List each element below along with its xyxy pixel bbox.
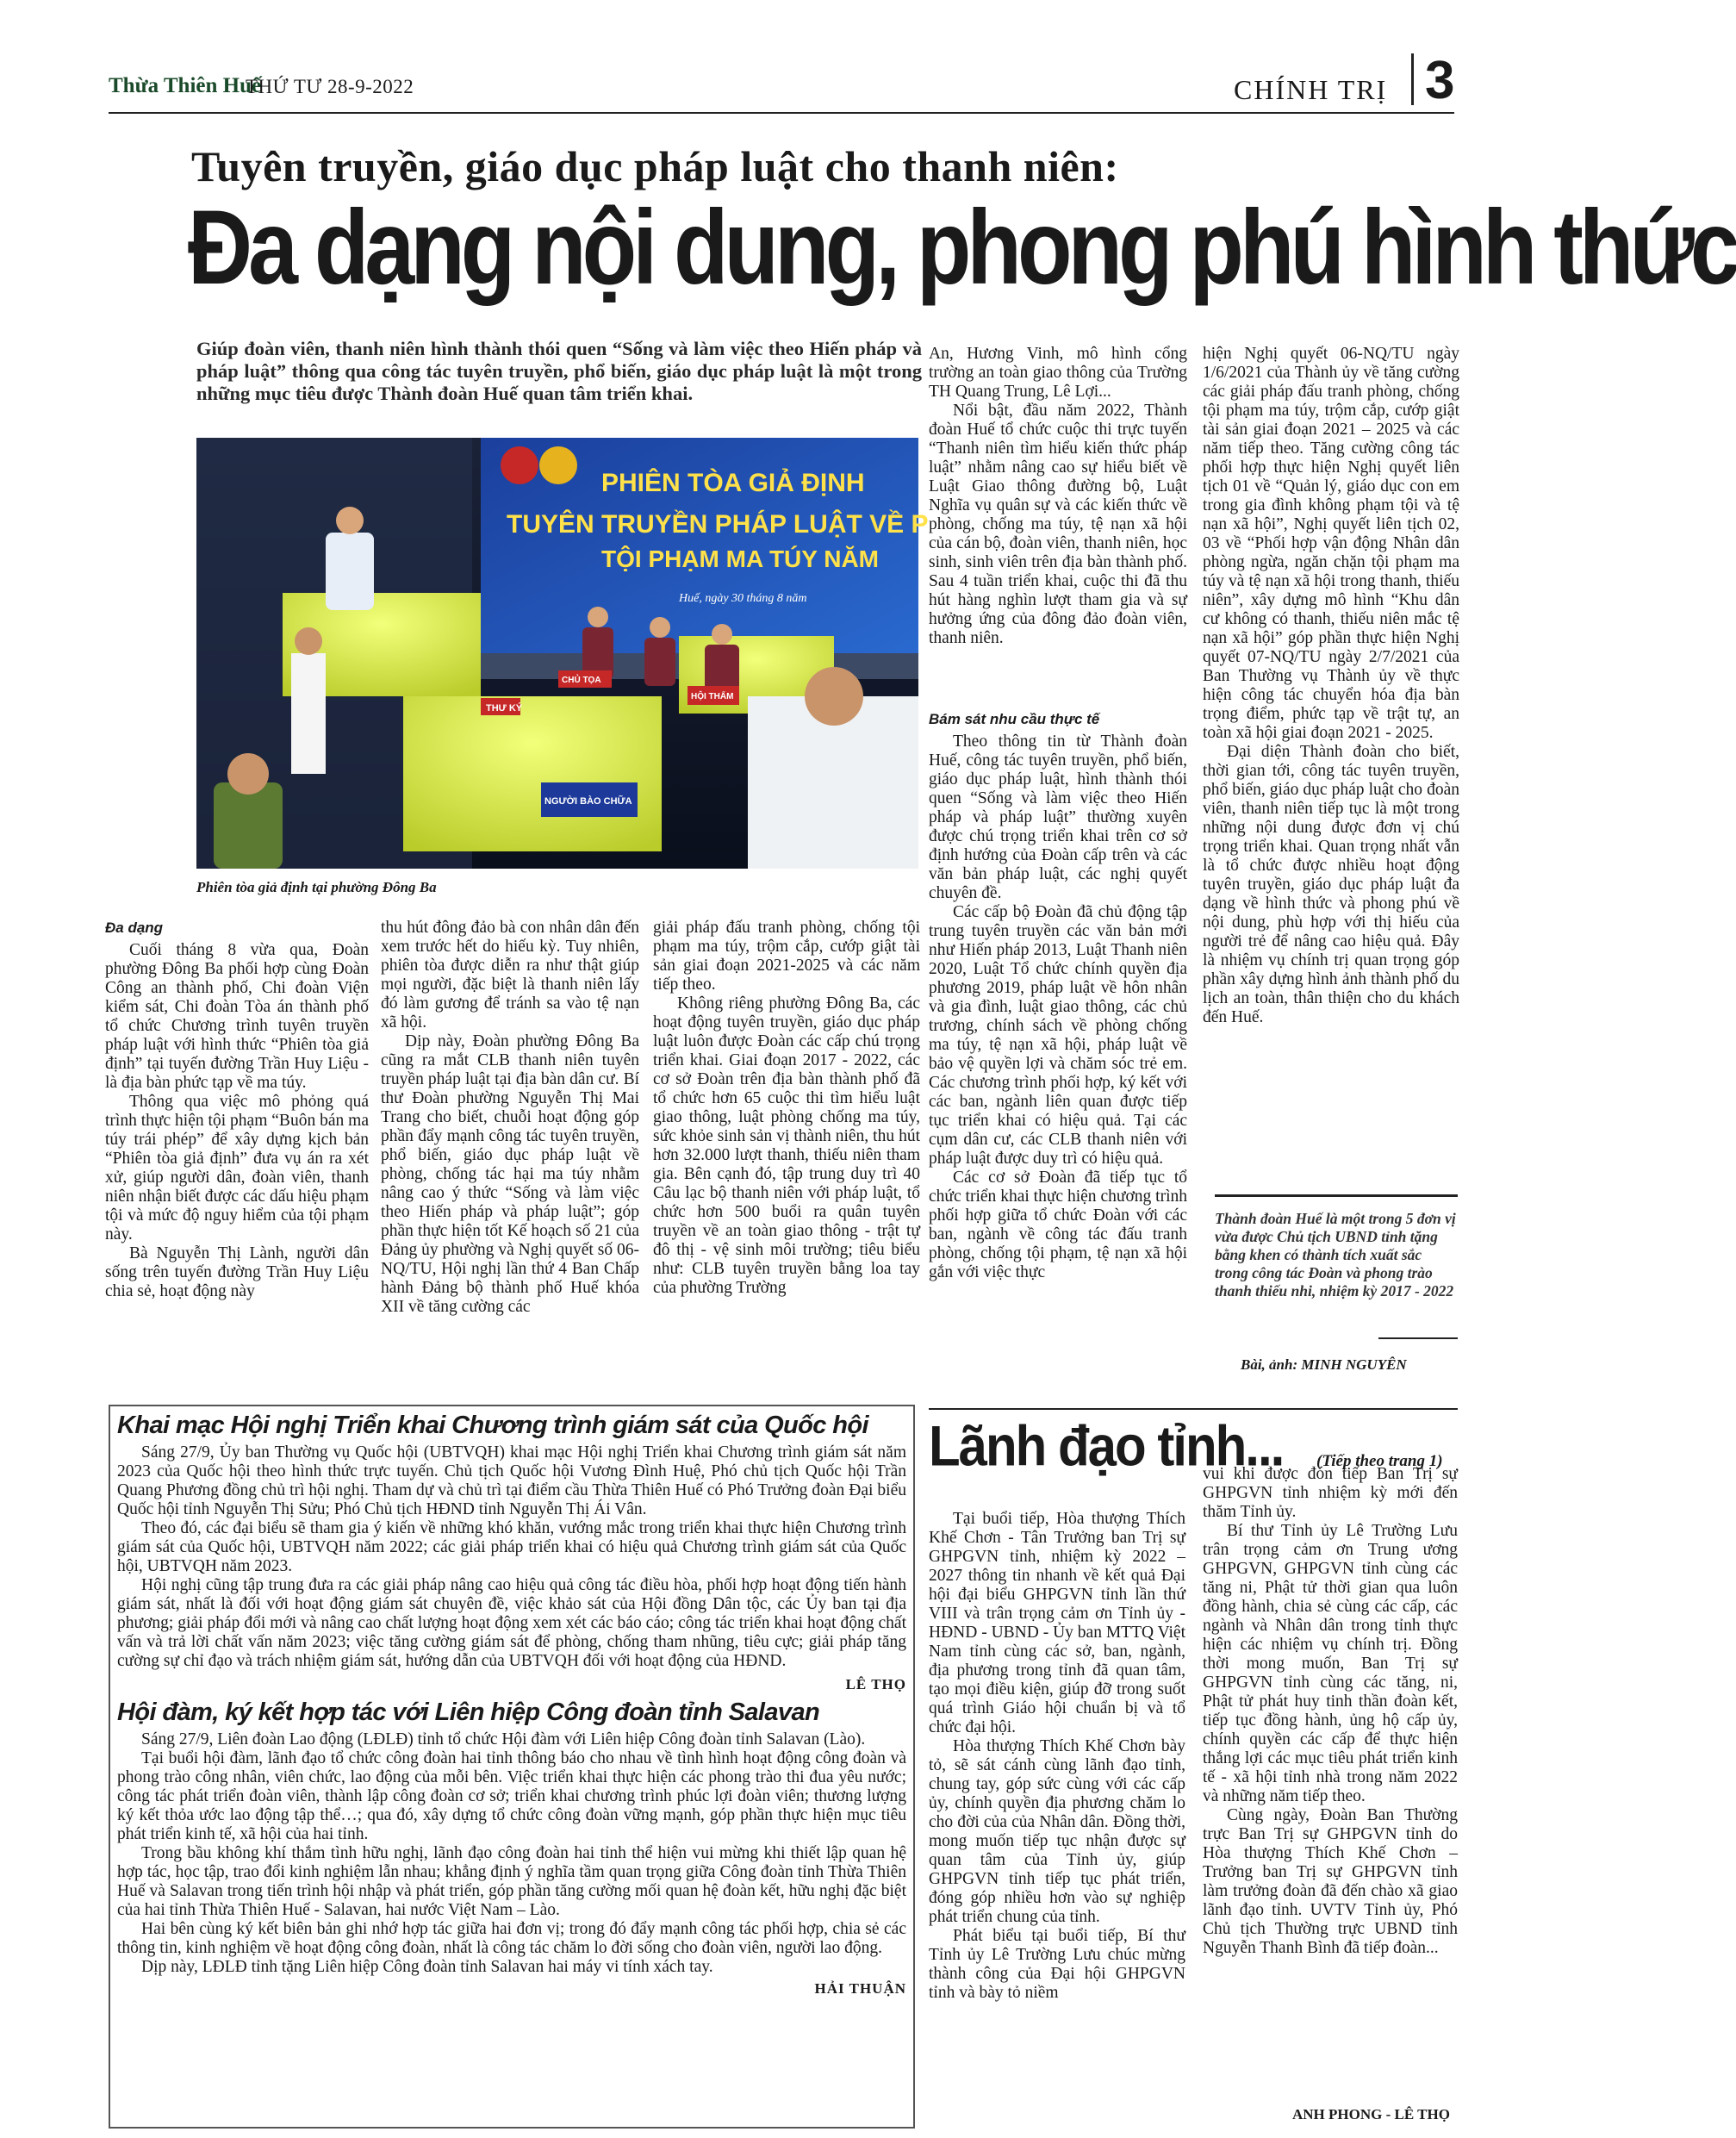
paragraph: Không riêng phường Đông Ba, các hoạt động tuyên truyền, giáo dục pháp luật luôn được Đoàn các cấp chú trọng triển khai. Giai đoạn 2017 - 2022, các cơ sở Đoàn trên địa bàn thành phố đã tổ chức hơn 65 cuộc thi tìm hiểu luật giao thông, luật phòng chống ma túy, sức khỏe sinh sản vị thành niên, thu hút hơn 32.000 lượt thanh, thiếu niên tham gia. Bên cạnh đó, tập trung duy trì 40 Câu lạc bộ thanh niên với pháp luật, tổ chức hơn 500 buổi ra quân tuyên truyền về an toàn giao thông - trật tự đô thị - vệ sinh môi trường; tiêu biểu như: CLB tuyên truyền bằng loa tay của phường Trường — [653, 994, 920, 1297]
paragraph: Các cơ sở Đoàn đã tiếp tục tổ chức triển khai thực hiện chương trình phối hợp giữa tổ chức Đoàn với các ban, ngành về công tác đấu tranh phòng, chống tội phạm, tệ nạn xã hội gắn với việc thực — [929, 1169, 1187, 1281]
paragraph: Bà Nguyễn Thị Lành, người dân sống trên tuyến đường Trần Huy Liệu chia sẻ, hoạt động này — [105, 1244, 369, 1300]
paragraph: thu hút đông đảo bà con nhân dân đến xem trước hết do hiếu kỳ. Tuy nhiên, phiên tòa được diễn ra như thật giúp mọi người, đặc biệt là thanh niên lấy đó làm gương để tránh sa vào tệ nạn xã hội. — [381, 919, 639, 1032]
article-column-3 — [653, 919, 920, 1298]
continued-note: (Tiếp theo trang 1) — [1316, 1452, 1443, 1470]
paragraph: Tại buổi hội đàm, lãnh đạo tổ chức công đoàn hai tỉnh thông báo cho nhau về tình hình hoạt động công đoàn và phong trào công nhân, viên chức, lao động của mỗi bên. Việc triển khai thực hiện các phong trào thi đua yêu nước; công tác phát triển đoàn viên, thành lập công đoàn cơ sở; triển khai chương trình phúc lợi đoàn viên; thương lượng ký kết thỏa ước lao động tập thể…; qua đó, xây dựng tổ chức công đoàn vững mạnh, góp phần thực hiện mục tiêu phát triển kinh tế, xã hội của hai tỉnh. — [117, 1749, 906, 1843]
paragraph: Thông qua việc mô phỏng quá trình thực hiện tội phạm “Buôn bán ma túy trái phép” để xây dựng kịch bản “Phiên tòa giả định” đưa vụ án ra xét xử, giúp người dân, đoàn viên, thanh niên nhận biết được các dấu hiệu phạm tội và mức độ nguy hiểm của tội phạm này. — [105, 1093, 369, 1244]
paragraph: Cùng ngày, Đoàn Ban Thường trực Ban Trị sự GHPGVN tỉnh do Hòa thượng Thích Khế Chơn – Trưởng ban Trị sự GHPGVN tỉnh làm trưởng đoàn đã đến chào xã giao lãnh đạo tỉnh. UVTV Tỉnh ủy, Phó Chủ tịch Thường trực UBND tỉnh Nguyễn Thanh Bình đã tiếp đoàn... — [1203, 1806, 1458, 1957]
tag-secretary: THƯ KÝ — [486, 703, 523, 714]
news-body-2 — [117, 1730, 906, 1977]
banner-line-3: TỘI PHẠM MA TÚY NĂM — [601, 545, 879, 572]
news-signature-2: HẢI THUẬN — [814, 1980, 906, 1997]
tag-defender: NGƯỜI BÀO CHỮA — [544, 796, 632, 807]
paragraph: Theo thông tin từ Thành đoàn Huế, công tác tuyên truyền, phổ biến, giáo dục pháp luật, hình thành thói quen “Sống và làm việc theo Hiến pháp và pháp luật” thường xuyên được chú trọng triển khai trên cơ sở định hướng của Đoàn cấp trên và các văn bản pháp luật, các nghị quyết chuyên đề. — [929, 732, 1187, 902]
section-label: CHÍNH TRỊ — [1234, 74, 1388, 105]
leaders-rule — [929, 1408, 1458, 1410]
leaders-column-2 — [1203, 1465, 1458, 1958]
article-column-4-lower — [929, 710, 1187, 1282]
paragraph: Trong bầu không khí thắm tình hữu nghị, lãnh đạo công đoàn hai tỉnh thể hiện vui mừng khi thiết lập quan hệ hợp tác, học tập, trao đổi kinh nghiệm lẫn nhau; khẳng định ý nghĩa tầm quan trọng giữa Công đoàn tỉnh Thừa Thiên Huế và Salavan trong tiến trình hội nhập và phát triển, góp phần tăng cường mối quan hệ đoàn kết, hữu nghị đặc biệt của hai tỉnh Thừa Thiên Huế - Salavan, hai nước Việt Nam – Lào. — [117, 1844, 906, 1919]
photo-caption: Phiên tòa giả định tại phường Đông Ba — [196, 879, 437, 895]
paragraph: vui khi được đón tiếp Ban Trị sự GHPGVN tỉnh nhiệm kỳ mới đến thăm Tỉnh ủy. — [1203, 1465, 1458, 1521]
news-headline-2: Hội đàm, ký kết hợp tác với Liên hiệp Công đoàn tỉnh Salavan — [117, 1699, 820, 1726]
paragraph: Dịp này, Đoàn phường Đông Ba cũng ra mắt CLB thanh niên tuyên truyền pháp luật tại địa bàn dân cư. Bí thư Đoàn phường Nguyễn Thị Mai Trang cho biết, chuỗi hoạt động góp phần đẩy mạnh công tác tuyên truyền, phổ biến, giáo dục pháp luật về phòng, chống tác hại ma túy nhằm nâng cao ý thức “Sống và làm việc theo Hiến pháp và pháp luật”; góp phần thực hiện tốt Kế hoạch số 21 của Đảng ủy phường và Nghị quyết số 06-NQ/TU, Hội nghị lần thứ 4 Ban Chấp hành Đảng bộ thành phố Huế khóa XII về tăng cường các — [381, 1032, 639, 1316]
paragraph: hiện Nghị quyết 06-NQ/TU ngày 1/6/2021 của Thành ủy về tăng cường các giải pháp đấu tranh phòng, chống tội phạm ma túy, trộm cắp, cướp giật tài sản giai đoạn 2021 – 2025 và các năm tiếp theo. Tăng cường công tác phối hợp thực hiện Nghị quyết liên tịch 01 về “Quản lý, giáo dục con em trong gia đình không phạm tội và tệ nạn xã hội”, Nghị quyết liên tịch 02, 03 về “Phối hợp vận động Nhân dân phòng ngừa, ngăn chặn tội phạm ma túy và tệ nạn xã hội trong thanh, thiếu niên”, xây dựng mô hình “Khu dân cư không có thanh, thiếu niên mắc tệ nạn xã hội” góp phần thực hiện Nghị quyết 07-NQ/TU ngày 2/7/2021 của Ban Thường vụ Thành ủy về thực hiện công tác chuyển hóa địa bàn trọng điểm, phức tạp về trật tự, an toàn xã hội giai đoạn 2021 - 2025. — [1203, 345, 1459, 742]
banner-line-1: PHIÊN TÒA GIẢ ĐỊNH — [601, 469, 865, 497]
paragraph: giải pháp đấu tranh phòng, chống tội phạm ma túy, trộm cắp, cướp giật tài sản giai đoạn 2021-2025 và các năm tiếp theo. — [653, 919, 920, 994]
paragraph: Bí thư Tỉnh ủy Lê Trường Lưu trân trọng cảm ơn Trung ương GHPGVN, GHPGVN tỉnh cùng các tăng ni, Phật tử thời gian qua luôn đồng hành, chia sẻ cùng các cấp, các ngành và Nhân dân trong tỉnh thực hiện các nhiệm vụ chính trị. Đồng thời mong muốn, Ban Trị sự GHPGVN tỉnh cùng các tăng, ni, Phật tử phát huy tinh thần đoàn kết, tiếp tục đồng hành, ủng hộ cấp ủy, chính quyền các cấp để thực hiện thắng lợi các mục tiêu phát triển kinh tế - xã hội tỉnh nhà trong năm 2022 và những năm tiếp theo. — [1203, 1522, 1458, 1805]
news-headline-1: Khai mạc Hội nghị Triển khai Chương trình giám sát của Quốc hội — [117, 1412, 868, 1439]
section-divider — [1411, 53, 1414, 105]
article-column-5 — [1203, 345, 1459, 1027]
leaders-title: Lãnh đạo tỉnh... — [929, 1414, 1284, 1478]
quote-rule — [1215, 1194, 1458, 1197]
paragraph: Cuối tháng 8 vừa qua, Đoàn phường Đông Ba phối hợp cùng Đoàn Công an thành phố, Chi đoàn Viện kiểm sát, Chi đoàn Tòa án thành phố tổ chức Chương trình tuyên truyền pháp luật với hình thức “Phiên tòa giả định” tại tuyến đường Trần Huy Liệu - là địa bàn phức tạp về ma túy. — [105, 941, 369, 1092]
page-number: 3 — [1425, 51, 1455, 110]
article-column-2 — [381, 919, 639, 1317]
article-photo — [196, 438, 929, 869]
paragraph: Các cấp bộ Đoàn đã chủ động tập trung tuyên truyền các văn bản mới như Hiến pháp 2013, Luật Thanh niên 2020, Luật Tổ chức chính quyền địa phương 2019, pháp luật về hôn nhân và gia đình, luật giao thông, các chủ trương, chính sách về phòng chống ma túy, tệ nạn xã hội, pháp luật về bảo vệ quyền lợi và chăm sóc trẻ em. Các chương trình phối hợp, ký kết với các ban, ngành liên quan được tiếp tục triển khai có hiệu quả. Tại các cụm dân cư, các CLB thanh niên với pháp luật được duy trì có hiệu quả. — [929, 903, 1187, 1168]
paragraph: Nổi bật, đầu năm 2022, Thành đoàn Huế tổ chức cuộc thi trực tuyến “Thanh niên tìm hiểu kiến thức pháp luật” nhằm nâng cao sự hiểu biết về Luật Giao thông đường bộ, Luật Nghĩa vụ quân sự và các kiến thức về phòng, chống ma túy, tệ nạn xã hội của cán bộ, đoàn viên, thanh niên, học sinh, sinh viên trên địa bàn thành phố. Sau 4 tuần triển khai, cuộc thi đã thu hút hàng nghìn lượt tham gia và sự hưởng ứng của đông đảo đoàn viên, thanh niên. — [929, 402, 1187, 647]
article-title: Đa dạng nội dung, phong phú hình thức — [188, 189, 1736, 308]
paragraph: Sáng 27/9, Ủy ban Thường vụ Quốc hội (UBTVQH) khai mạc Hội nghị Triển khai Chương trình giám sát năm 2023 của Quốc hội theo hình thức trực tuyến. Chủ tịch Quốc hội Vương Đình Huệ, Phó chủ tịch Quốc hội Trần Quang Phương đồng chủ trì hội nghị. Tham dự và chủ trì tại điểm cầu Thừa Thiên Huế có Phó Trưởng đoàn Đại biểu Quốc hội tỉnh Nguyễn Thị Sửu; Phó Chủ tịch HĐND tỉnh Nguyễn Thị Ái Vân. — [117, 1443, 906, 1518]
banner-line-4: Huế, ngày 30 tháng 8 năm — [679, 592, 807, 605]
header-rule — [109, 112, 1454, 114]
news-box — [109, 1405, 915, 2129]
paragraph: Tại buổi tiếp, Hòa thượng Thích Khế Chơn - Tân Trưởng ban Trị sự GHPGVN tỉnh, nhiệm kỳ 2022 – 2027 thông tin nhanh về kết quả Đại hội đại biểu GHPGVN tỉnh lần thứ VIII và trân trọng cảm ơn Tỉnh ủy - HĐND - UBND - Ủy ban MTTQ Việt Nam tỉnh cùng các sở, ban, ngành, địa phương trong tỉnh đã quan tâm, tạo mọi điều kiện, giúp đỡ trong suốt quá trình Giáo hội chuẩn bị và tổ chức đại hội. — [929, 1510, 1185, 1736]
masthead: Thừa Thiên Huế — [109, 74, 262, 97]
article-byline: Bài, ảnh: MINH NGUYÊN — [1241, 1356, 1407, 1373]
news-body-1 — [117, 1443, 906, 1671]
news-signature-1: LÊ THỌ — [845, 1676, 906, 1692]
paragraph: Hai bên cùng ký kết biên bản ghi nhớ hợp tác giữa hai đơn vị; trong đó đẩy mạnh công tác phối hợp, chia sẻ các thông tin, kinh nghiệm về hoạt động công đoàn, nhất là công tác chăm lo đời sống cho đoàn viên, người lao động. — [117, 1920, 906, 1957]
paragraph: Hội nghị cũng tập trung đưa ra các giải pháp nâng cao hiệu quả công tác điều hòa, phối hợp hoạt động tiến hành giám sát, nhất là đối với hoạt động giám sát chuyên đề, việc khảo sát của Hội đồng Dân tộc, các Ủy ban tại địa phương; giải pháp đổi mới và nâng cao chất lượng hoạt động xem xét các báo cáo; công tác triển khai hoạt động chất vấn và trả lời chất vấn năm 2023; việc tăng cường giám sát để phòng, chống tham nhũng, tiêu cực; giải pháp tăng cường sự chỉ đạo và trách nhiệm giám sát, hướng dẫn của UBTVQH đối với hoạt động của HĐND. — [117, 1576, 906, 1670]
article-kicker: Tuyên truyền, giáo dục pháp luật cho thanh niên: — [191, 142, 1119, 190]
banner-line-2: TUYÊN TRUYỀN PHÁP LUẬT VỀ P — [507, 510, 929, 539]
subhead-da-dang: Đa dạng — [105, 919, 164, 936]
paragraph: Hòa thượng Thích Khế Chơn bày tỏ, sẽ sát cánh cùng lãnh đạo tỉnh, chung tay, góp sức cùng với các cấp ủy, chính quyền địa phương chăm lo cho đời của của Nhân dân. Đồng thời, mong muốn tiếp tục nhận được sự quan tâm của Tỉnh ủy, giúp GHPGVN tỉnh tiếp tục phát triển, đóng góp nhiều hơn vào sự nghiệp phát triển chung của tỉnh. — [929, 1737, 1185, 1926]
dateline: THỨ TƯ 28-9-2022 — [246, 76, 414, 97]
tag-council: HỘI THẨM — [691, 692, 734, 701]
paragraph: Dịp này, LĐLĐ tỉnh tặng Liên hiệp Công đoàn tỉnh Salavan hai máy vi tính xách tay. — [141, 1958, 713, 1976]
article-column-1 — [105, 919, 369, 1301]
article-column-4 — [929, 345, 1187, 648]
paragraph: Phát biểu tại buổi tiếp, Bí thư Tỉnh ủy Lê Trường Lưu chúc mừng thành công của Đại hội GHPGVN tỉnh và bày tỏ niềm — [929, 1927, 1185, 2002]
leaders-column-1 — [929, 1510, 1185, 2003]
paragraph: Sáng 27/9, Liên đoàn Lao động (LĐLĐ) tỉnh tổ chức Hội đàm với Liên hiệp Công đoàn tỉnh Salavan (Lào). — [141, 1730, 866, 1748]
photo-illustration — [196, 438, 929, 869]
subhead-bam-sat: Bám sát nhu cầu thực tế — [929, 711, 1100, 727]
pull-quote: Thành đoàn Huế là một trong 5 đơn vị vừa được Chủ tịch UBND tỉnh tặng bằng khen có thành tích xuất sắc trong công tác Đoàn và phong trào thanh thiếu nhi, nhiệm kỳ 2017 - 2022 — [1215, 1210, 1456, 1300]
tag-judge: CHỦ TỌA — [562, 676, 601, 685]
byline-rule — [1378, 1337, 1458, 1339]
paragraph: An, Hương Vinh, mô hình cổng trường an toàn giao thông của Trường TH Quang Trung, Lê Lợi... — [929, 345, 1187, 401]
paragraph: Theo đó, các đại biểu sẽ tham gia ý kiến về những khó khăn, vướng mắc trong triển khai thực hiện Chương trình giám sát của Quốc hội, UBTVQH năm 2022; các giải pháp triển khai có hiệu quả Chương trình giám sát của Quốc hội, UBTVQH năm 2023. — [117, 1519, 906, 1575]
paragraph: Đại diện Thành đoàn cho biết, thời gian tới, công tác tuyên truyền, phổ biến, giáo dục pháp luật cho đoàn viên, thanh niên tiếp tục là một trong những nội dung được đơn vị chú trọng triển khai. Quan trọng nhất vẫn là tổ chức được nhiều hoạt động tuyên truyền, giáo dục pháp luật đa dạng về hình thức và phong phú về nội dung, phù hợp với thị hiếu của người trẻ để nâng cao hiệu quả. Đây là nhiệm vụ chính trị quan trọng góp phần xây dựng hình ảnh thành phố du lịch an toàn, thân thiện cho du khách đến Huế. — [1203, 743, 1459, 1026]
article-lead: Giúp đoàn viên, thanh niên hình thành thói quen “Sống và làm việc theo Hiến pháp và pháp luật” thông qua công tác tuyên truyền, phổ biến, giáo dục pháp luật là một trong những mục tiêu được Thành đoàn Huế quan tâm triển khai. — [196, 338, 922, 404]
leaders-byline: ANH PHONG - LÊ THỌ — [1292, 2106, 1450, 2122]
